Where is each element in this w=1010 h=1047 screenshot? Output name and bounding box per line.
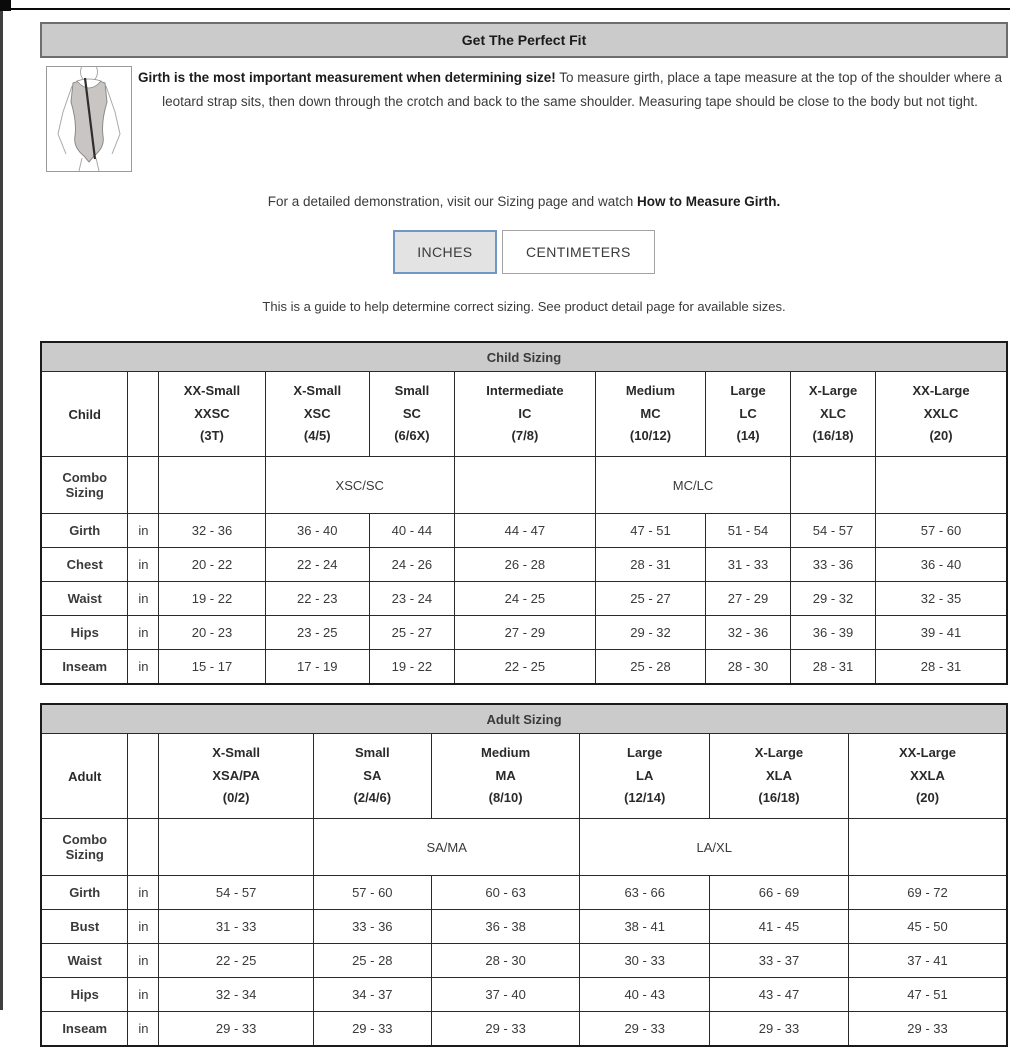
value-cell: 33 - 37: [709, 944, 848, 978]
adult-inseam-row: [41, 1012, 1007, 1047]
value-cell: 43 - 47: [709, 978, 848, 1012]
value-cell: 19 - 22: [369, 650, 454, 685]
value-cell: 15 - 17: [159, 650, 265, 685]
child-sizing-table: [40, 341, 1008, 685]
measure-label: Hips: [41, 616, 128, 650]
size-number: (3T): [200, 428, 224, 444]
size-name: X-Large: [754, 744, 804, 760]
unit-cell: in: [128, 876, 159, 910]
size-number: (14): [736, 428, 760, 444]
child-sizing-section: [40, 341, 1008, 685]
size-number: (10/12): [629, 428, 672, 444]
size-number: (4/5): [303, 428, 331, 444]
value-cell: 20 - 23: [159, 616, 265, 650]
value-cell: 29 - 32: [791, 582, 876, 616]
value-cell: 32 - 35: [876, 582, 1007, 616]
value-cell: 29 - 33: [849, 1012, 1007, 1047]
child-col-xxsmall: [159, 372, 265, 457]
demo-text-bold: How to Measure Girth.: [636, 194, 781, 209]
empty-cell: [159, 819, 314, 876]
value-cell: 29 - 33: [431, 1012, 580, 1047]
adult-col-xxlarge: [849, 734, 1007, 819]
adult-bust-row: [41, 910, 1007, 944]
value-cell: 37 - 41: [849, 944, 1007, 978]
adult-header-row: [41, 734, 1007, 819]
value-cell: 30 - 33: [580, 944, 709, 978]
adult-col-small: [313, 734, 431, 819]
adult-combo-row: [41, 819, 1007, 876]
value-cell: 28 - 30: [431, 944, 580, 978]
size-number: (0/2): [222, 790, 250, 806]
window-frame-corner: [0, 0, 11, 11]
value-cell: 31 - 33: [706, 548, 791, 582]
girth-instructions-body: To measure girth, place a tape measure at the top of the shoulder where a leotard strap sits, then down through the crotch and back to the same shoulder. Measuring tape should be close to the body but not tight.: [162, 70, 1003, 110]
child-col-xlarge: [791, 372, 876, 457]
value-cell: 36 - 39: [791, 616, 876, 650]
sizing-page: [40, 22, 1008, 1047]
child-col-medium: [595, 372, 705, 457]
combo-span-la-xl: LA/XL: [580, 819, 849, 876]
child-col-large: [706, 372, 791, 457]
value-cell: 23 - 24: [369, 582, 454, 616]
adult-hips-row: [41, 978, 1007, 1012]
size-name: Small: [354, 744, 390, 760]
child-row-header: Child: [41, 372, 128, 457]
sizing-guide-note: This is a guide to help determine correct sizing. See product detail page for available sizes.: [262, 299, 786, 314]
unit-cell: in: [128, 1012, 159, 1047]
child-girth-row: [41, 514, 1007, 548]
adult-girth-row: [41, 876, 1007, 910]
page-title: Get The Perfect Fit: [40, 22, 1008, 58]
window-frame-left: [0, 0, 3, 1010]
size-code: SA: [363, 767, 382, 783]
measure-label: Waist: [41, 582, 128, 616]
measure-label: Waist: [41, 944, 128, 978]
size-code: XXLA: [910, 767, 945, 783]
combo-span-xsc-sc: XSC/SC: [265, 457, 454, 514]
size-code: LC: [739, 405, 757, 421]
measure-label: Girth: [41, 876, 128, 910]
value-cell: 29 - 33: [580, 1012, 709, 1047]
size-code: XXSC: [194, 405, 230, 421]
unit-cell: in: [128, 978, 159, 1012]
value-cell: 25 - 28: [595, 650, 705, 685]
combo-span-mc-lc: MC/LC: [595, 457, 790, 514]
value-cell: 41 - 45: [709, 910, 848, 944]
value-cell: 26 - 28: [454, 548, 595, 582]
girth-measurement-diagram: [46, 66, 132, 172]
value-cell: 54 - 57: [159, 876, 314, 910]
value-cell: 40 - 44: [369, 514, 454, 548]
child-col-xsmall: [265, 372, 369, 457]
size-name: Large: [730, 382, 766, 398]
child-col-intermediate: [454, 372, 595, 457]
child-header-row: [41, 372, 1007, 457]
size-number: (16/18): [812, 428, 854, 444]
value-cell: 63 - 66: [580, 876, 709, 910]
value-cell: 22 - 24: [265, 548, 369, 582]
value-cell: 47 - 51: [595, 514, 705, 548]
child-col-xxlarge: [876, 372, 1007, 457]
leotard-figure-icon: [46, 66, 132, 172]
value-cell: 22 - 25: [159, 944, 314, 978]
size-name: Medium: [625, 382, 676, 398]
size-name: X-Large: [808, 382, 858, 398]
value-cell: 29 - 33: [709, 1012, 848, 1047]
value-cell: 32 - 34: [159, 978, 314, 1012]
value-cell: 29 - 32: [595, 616, 705, 650]
size-code: XLC: [820, 405, 847, 421]
value-cell: 22 - 23: [265, 582, 369, 616]
value-cell: 36 - 40: [265, 514, 369, 548]
value-cell: 28 - 31: [791, 650, 876, 685]
measure-label: Inseam: [41, 1012, 128, 1047]
window-frame-top: [0, 8, 1010, 10]
child-combo-row: [41, 457, 1007, 514]
child-col-small: [369, 372, 454, 457]
value-cell: 23 - 25: [265, 616, 369, 650]
unit-cell: in: [128, 548, 159, 582]
value-cell: 47 - 51: [849, 978, 1007, 1012]
size-code: MA: [495, 767, 516, 783]
child-inseam-row: [41, 650, 1007, 685]
value-cell: 29 - 33: [313, 1012, 431, 1047]
size-code: XLA: [765, 767, 792, 783]
size-code: SC: [402, 405, 421, 421]
girth-instructions-lead: Girth is the most important measurement when determining size!: [137, 70, 556, 85]
girth-instructions: [132, 66, 1008, 115]
empty-cell: [849, 819, 1007, 876]
size-number: (7/8): [511, 428, 539, 444]
inches-button[interactable]: INCHES: [393, 230, 496, 274]
empty-cell: [128, 734, 159, 819]
value-cell: 17 - 19: [265, 650, 369, 685]
empty-cell: [159, 457, 265, 514]
child-waist-row: [41, 582, 1007, 616]
unit-cell: in: [128, 616, 159, 650]
value-cell: 36 - 40: [876, 548, 1007, 582]
adult-row-header: Adult: [41, 734, 128, 819]
adult-sizing-section: [40, 703, 1008, 1047]
size-number: (20): [915, 790, 940, 806]
size-number: (20): [929, 428, 953, 444]
adult-col-xlarge: [709, 734, 848, 819]
value-cell: 69 - 72: [849, 876, 1007, 910]
value-cell: 44 - 47: [454, 514, 595, 548]
value-cell: 33 - 36: [791, 548, 876, 582]
size-number: (16/18): [758, 790, 800, 806]
size-name: Large: [627, 744, 663, 760]
value-cell: 60 - 63: [431, 876, 580, 910]
adult-col-large: [580, 734, 709, 819]
value-cell: 24 - 25: [454, 582, 595, 616]
size-code: XSC: [303, 405, 331, 421]
value-cell: 32 - 36: [159, 514, 265, 548]
measure-label: Inseam: [41, 650, 128, 685]
size-name: XX-Large: [912, 382, 970, 398]
demo-text: [40, 194, 1008, 209]
value-cell: 20 - 22: [159, 548, 265, 582]
value-cell: 37 - 40: [431, 978, 580, 1012]
unit-cell: in: [128, 944, 159, 978]
size-name: Medium: [481, 744, 531, 760]
measure-label: Girth: [41, 514, 128, 548]
value-cell: 22 - 25: [454, 650, 595, 685]
value-cell: 38 - 41: [580, 910, 709, 944]
empty-cell: [876, 457, 1007, 514]
size-name: Small: [394, 382, 430, 398]
value-cell: 40 - 43: [580, 978, 709, 1012]
value-cell: 39 - 41: [876, 616, 1007, 650]
combo-sizing-label: Combo Sizing: [41, 457, 128, 514]
unit-cell: in: [128, 650, 159, 685]
value-cell: 28 - 31: [876, 650, 1007, 685]
intro-section: [40, 66, 1008, 172]
size-number: (12/14): [624, 790, 666, 806]
centimeters-button[interactable]: CENTIMETERS: [502, 230, 655, 274]
adult-col-xsmall: [159, 734, 314, 819]
unit-cell: in: [128, 582, 159, 616]
size-number: (2/4/6): [353, 790, 392, 806]
size-name: XX-Large: [898, 744, 957, 760]
empty-cell: [791, 457, 876, 514]
size-code: XSA/PA: [212, 767, 260, 783]
size-code: LA: [636, 767, 654, 783]
value-cell: 45 - 50: [849, 910, 1007, 944]
measure-label: Chest: [41, 548, 128, 582]
value-cell: 51 - 54: [706, 514, 791, 548]
size-number: (8/10): [488, 790, 523, 806]
value-cell: 36 - 38: [431, 910, 580, 944]
adult-waist-row: [41, 944, 1007, 978]
value-cell: 32 - 36: [706, 616, 791, 650]
child-hips-row: [41, 616, 1007, 650]
child-table-title-row: [41, 342, 1007, 372]
value-cell: 28 - 31: [595, 548, 705, 582]
unit-cell: in: [128, 514, 159, 548]
empty-cell: [128, 819, 159, 876]
size-number: (6/6X): [394, 428, 430, 444]
size-name: X-Small: [293, 382, 342, 398]
value-cell: 24 - 26: [369, 548, 454, 582]
empty-cell: [128, 457, 159, 514]
value-cell: 31 - 33: [159, 910, 314, 944]
value-cell: 54 - 57: [791, 514, 876, 548]
value-cell: 25 - 27: [595, 582, 705, 616]
combo-span-sa-ma: SA/MA: [313, 819, 580, 876]
adult-table-title-row: [41, 704, 1007, 734]
combo-sizing-label: Combo Sizing: [41, 819, 128, 876]
value-cell: 33 - 36: [313, 910, 431, 944]
size-code: XXLC: [923, 405, 959, 421]
demo-text-prefix: For a detailed demonstration, visit our Sizing page and watch: [267, 194, 637, 209]
value-cell: 28 - 30: [706, 650, 791, 685]
size-code: MC: [640, 405, 661, 421]
adult-sizing-table: [40, 703, 1008, 1047]
size-name: XX-Small: [183, 382, 241, 398]
empty-cell: [128, 372, 159, 457]
value-cell: 25 - 28: [313, 944, 431, 978]
child-chest-row: [41, 548, 1007, 582]
size-code: IC: [518, 405, 532, 421]
unit-toggle: [40, 230, 1008, 274]
value-cell: 29 - 33: [159, 1012, 314, 1047]
size-name: X-Small: [212, 744, 260, 760]
size-name: Intermediate: [486, 382, 564, 398]
child-table-title: Child Sizing: [41, 342, 1007, 372]
value-cell: 66 - 69: [709, 876, 848, 910]
value-cell: 25 - 27: [369, 616, 454, 650]
value-cell: 57 - 60: [876, 514, 1007, 548]
adult-col-medium: [431, 734, 580, 819]
empty-cell: [454, 457, 595, 514]
value-cell: 57 - 60: [313, 876, 431, 910]
measure-label: Bust: [41, 910, 128, 944]
value-cell: 19 - 22: [159, 582, 265, 616]
value-cell: 27 - 29: [706, 582, 791, 616]
measure-label: Hips: [41, 978, 128, 1012]
value-cell: 34 - 37: [313, 978, 431, 1012]
adult-table-title: Adult Sizing: [41, 704, 1007, 734]
unit-cell: in: [128, 910, 159, 944]
value-cell: 27 - 29: [454, 616, 595, 650]
